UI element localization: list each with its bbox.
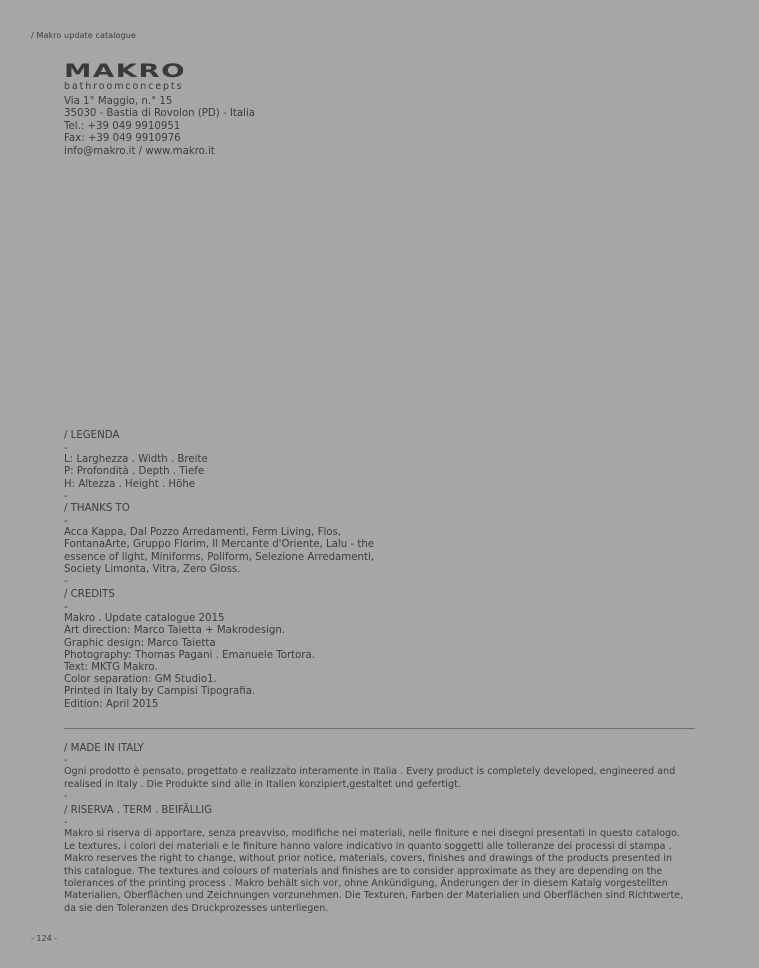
credits-section [64, 589, 315, 711]
address-city: 35030 - Bastia di Rovolon (PD) - Italia [64, 108, 256, 120]
separator-dash: - [64, 576, 68, 588]
made-in-italy-section [64, 743, 689, 802]
riserva-text: Makro si riserva di apportare, senza preavviso, modifiche nei materiali, nelle finiture e nei disegni presentati in questo catalogo. Le textures, i colori dei materiali e le finiture hanno valore indicativo in quanto soggetti alle tolleranze dei processi di stampa . Makro reserves the right to change, without prior notice, materials, covers, finishes and drawings of the products presented in this catalogue. The textures and colours of materials and finishes are to consider approximate as they are depending on the tolerances of the printing process . Makro behält sich vor, ohne Ankündigung, Änderungen der in diesem Katalg vorgestellten Materialien, Oberflächen und Zeichnungen vorzunehmen. Die Texturen, Farben der Materialien und Oberflächen sind Richtwerte, da sie den Toleranzen des Druckprozesses unterliegen. [64, 828, 684, 914]
credits-line: Makro . Update catalogue 2015 [64, 613, 225, 625]
separator-dash: - [64, 516, 68, 528]
running-header: / Makro update catalogue [31, 31, 136, 40]
thanks-line: essence of light, Miniforms, Poliform, Selezione Arredamenti, [64, 551, 375, 563]
thanks-section [64, 503, 374, 587]
made-in-italy-heading: / MADE IN ITALY [64, 743, 144, 754]
credits-line: Edition: April 2015 [64, 698, 159, 710]
horizontal-divider [64, 728, 695, 729]
address-contacts: info@makro.it / www.makro.it [64, 145, 215, 157]
credits-line: Printed in Italy by Campisi Tipografia. [64, 686, 256, 698]
legenda-line: H: Altezza . Height . Höhe [64, 478, 196, 490]
legenda-line: P: Profondità . Depth . Tiefe [64, 466, 205, 478]
makro-logo [64, 62, 198, 92]
legenda-heading: / LEGENDA [64, 430, 120, 441]
separator-dash: - [64, 817, 68, 829]
address-phone: Tel.: +39 049 9910951 [64, 120, 181, 132]
credits-line: Photography: Thomas Pagani . Emanuele Tortora. [64, 649, 316, 661]
thanks-line: Acca Kappa, Dal Pozzo Arredamenti, Ferm Living, Flos, [64, 527, 342, 539]
logo-tagline: bathroomconcepts [64, 81, 184, 92]
thanks-line: FontanaArte, Gruppo Florim, Il Mercante d'Oriente, Lalu - the [64, 539, 375, 551]
riserva-heading: / RISERVA . TERM . BEIFÄLLIG [64, 805, 212, 816]
page-number: - 124 - [31, 934, 58, 943]
separator-dash: - [64, 791, 68, 803]
company-address [64, 96, 255, 158]
made-in-italy-text: Ogni prodotto è pensato, progettato e realizzato interamente in Italia . Every product is completely developed, engineered and realised in Italy . Die Produkte sind alle in Italien konzipiert,gestaltet und gefertigt. [64, 766, 676, 790]
logo-wordmark: MAKRO [64, 60, 186, 82]
thanks-line: Society Limonta, Vitra, Zero Gloss. [64, 563, 241, 575]
credits-line: Color separation: GM Studio1. [64, 674, 217, 686]
address-street: Via 1° Maggio, n.° 15 [64, 96, 173, 107]
separator-dash: - [64, 490, 68, 502]
riserva-section [64, 805, 689, 915]
separator-dash: - [64, 602, 68, 614]
address-fax: Fax: +39 049 9910976 [64, 133, 181, 145]
legenda-section [64, 430, 208, 502]
legenda-line: L: Larghezza . Width . Breite [64, 454, 208, 466]
separator-dash: - [64, 755, 68, 767]
credits-line: Art direction: Marco Taietta + Makrodesign. [64, 625, 286, 637]
credits-line: Graphic design: Marco Taietta [64, 637, 216, 649]
thanks-heading: / THANKS TO [64, 503, 130, 514]
credits-heading: / CREDITS [64, 589, 115, 600]
separator-dash: - [64, 443, 68, 455]
credits-line: Text: MKTG Makro. [64, 662, 158, 674]
